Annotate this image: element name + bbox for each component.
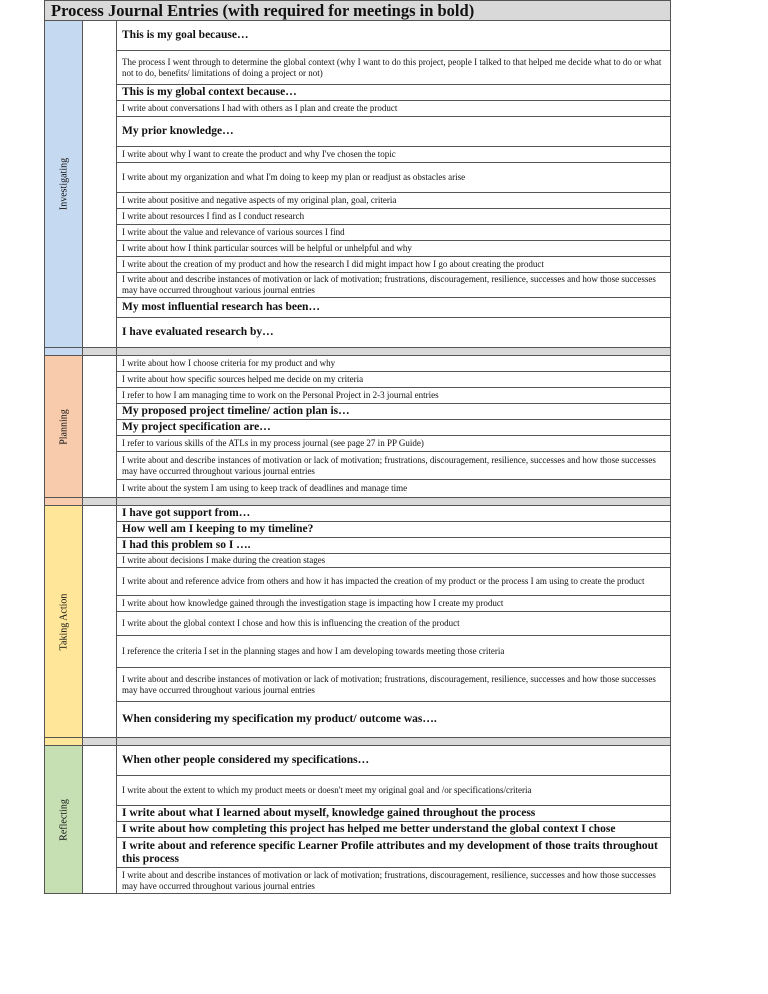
journal-entry: I write about and describe instances of motivation or lack of motivation; frustrations, discouragement, resilience, successes and how those successes may have occurred throughout various journal entries (117, 273, 671, 298)
date-column (83, 506, 117, 738)
spacer-cell (45, 738, 83, 746)
table-row (45, 257, 671, 273)
table-row (45, 522, 671, 538)
required-entry: My most influential research has been… (117, 298, 671, 318)
journal-entry: I write about and reference advice from others and how it has impacted the creation of my product or the process I am using to create the product (117, 568, 671, 596)
journal-entry: I write about conversations I had with others as I plan and create the product (117, 101, 671, 117)
table-row (45, 568, 671, 596)
table-row (45, 436, 671, 452)
journal-entry: I write about why I want to create the product and why I've chosen the topic (117, 147, 671, 163)
journal-entry: I write about resources I find as I conduct research (117, 209, 671, 225)
spacer-cell (45, 498, 83, 506)
journal-entry: I write about and describe instances of motivation or lack of motivation; frustrations, discouragement, resilience, successes and how those successes may have occurred throughout various journal entries (117, 868, 671, 894)
required-entry: I write about and reference specific Learner Profile attributes and my development of those traits throughout this process (117, 838, 671, 868)
table-row (45, 209, 671, 225)
table-row (45, 85, 671, 101)
journal-entry: I write about how specific sources helped me decide on my criteria (117, 372, 671, 388)
journal-entry: I write about the creation of my product and how the research I did might impact how I go about creating the product (117, 257, 671, 273)
journal-entry: I write about my organization and what I'm doing to keep my plan or readjust as obstacles arise (117, 163, 671, 193)
journal-entry: I write about how I choose criteria for my product and why (117, 356, 671, 372)
date-column (83, 356, 117, 498)
table-row (45, 241, 671, 257)
title-row (45, 1, 671, 21)
section-spacer (45, 738, 671, 746)
spacer-cell (83, 738, 117, 746)
required-entry: When other people considered my specifications… (117, 746, 671, 776)
spacer-cell (45, 348, 83, 356)
required-entry: How well am I keeping to my timeline? (117, 522, 671, 538)
journal-entry: I refer to various skills of the ATLs in my process journal (see page 27 in PP Guide) (117, 436, 671, 452)
spacer-cell (83, 498, 117, 506)
section-spacer (45, 348, 671, 356)
section-planning (45, 356, 83, 498)
date-column (83, 21, 117, 348)
table-row (45, 668, 671, 702)
required-entry: This is my global context because… (117, 85, 671, 101)
required-entry: I have evaluated research by… (117, 318, 671, 348)
journal-table (44, 0, 671, 894)
required-entry: My prior knowledge… (117, 117, 671, 147)
journal-entry: I write about the extent to which my product meets or doesn't meet my original goal and /or specifications/criteria (117, 776, 671, 806)
spacer-cell (117, 348, 671, 356)
spacer-cell (117, 498, 671, 506)
section-label: Investigating (58, 157, 69, 211)
journal-entry: I write about and describe instances of motivation or lack of motivation; frustrations, discouragement, resilience, successes and how those successes may have occurred throughout various journal entries (117, 668, 671, 702)
section-taking-action (45, 506, 83, 738)
table-row (45, 117, 671, 147)
table-row (45, 554, 671, 568)
table-row (45, 480, 671, 498)
journal-entry: I refer to how I am managing time to work on the Personal Project in 2-3 journal entries (117, 388, 671, 404)
table-row (45, 702, 671, 738)
table-row (45, 21, 671, 51)
required-entry: I write about what I learned about myself, knowledge gained throughout the process (117, 806, 671, 822)
journal-entry: I write about positive and negative aspects of my original plan, goal, criteria (117, 193, 671, 209)
required-entry: This is my goal because… (117, 21, 671, 51)
table-row (45, 318, 671, 348)
section-investigating (45, 21, 83, 348)
table-row (45, 51, 671, 85)
table-row (45, 193, 671, 209)
required-entry: My project specification are… (117, 420, 671, 436)
table-row (45, 822, 671, 838)
date-column (83, 746, 117, 894)
journal-entry: I write about how I think particular sources will be helpful or unhelpful and why (117, 241, 671, 257)
table-row (45, 356, 671, 372)
table-row (45, 596, 671, 612)
journal-entry: I write about and describe instances of motivation or lack of motivation; frustrations, discouragement, resilience, successes and how those successes may have occurred throughout various journal entries (117, 452, 671, 480)
table-row (45, 298, 671, 318)
journal-entry: I write about the global context I chose and how this is influencing the creation of the product (117, 612, 671, 636)
table-row (45, 636, 671, 668)
required-entry: My proposed project timeline/ action plan is… (117, 404, 671, 420)
section-label: Planning (58, 408, 69, 445)
spacer-cell (83, 348, 117, 356)
journal-entry: I write about the system I am using to keep track of deadlines and manage time (117, 480, 671, 498)
table-row (45, 452, 671, 480)
table-row (45, 101, 671, 117)
table-row (45, 372, 671, 388)
required-entry: I write about how completing this project has helped me better understand the global context I chose (117, 822, 671, 838)
journal-entry: I write about decisions I make during the creation stages (117, 554, 671, 568)
table-row (45, 506, 671, 522)
section-reflecting (45, 746, 83, 894)
spacer-cell (117, 738, 671, 746)
journal-entry: I write about the value and relevance of various sources I find (117, 225, 671, 241)
journal-entry: I reference the criteria I set in the planning stages and how I am developing towards meeting those criteria (117, 636, 671, 668)
table-row (45, 746, 671, 776)
table-row (45, 868, 671, 894)
table-row (45, 806, 671, 822)
table-row (45, 420, 671, 436)
table-row (45, 388, 671, 404)
section-label: Reflecting (58, 798, 69, 841)
journal-entry: I write about how knowledge gained through the investigation stage is impacting how I create my product (117, 596, 671, 612)
table-row (45, 147, 671, 163)
table-row (45, 404, 671, 420)
table-row (45, 776, 671, 806)
required-entry: I had this problem so I …. (117, 538, 671, 554)
table-row (45, 273, 671, 298)
table-row (45, 838, 671, 868)
journal-entry: The process I went through to determine the global context (why I want to do this project, people I talked to that helped me decide what to do or what not to do, benefits/ limitations of doing a project or not) (117, 51, 671, 85)
table-row (45, 538, 671, 554)
section-label: Taking Action (58, 593, 69, 650)
table-row (45, 225, 671, 241)
required-entry: When considering my specification my product/ outcome was…. (117, 702, 671, 738)
page-title: Process Journal Entries (with required for meetings in bold) (45, 1, 671, 21)
table-row (45, 163, 671, 193)
table-row (45, 612, 671, 636)
section-spacer (45, 498, 671, 506)
required-entry: I have got support from… (117, 506, 671, 522)
